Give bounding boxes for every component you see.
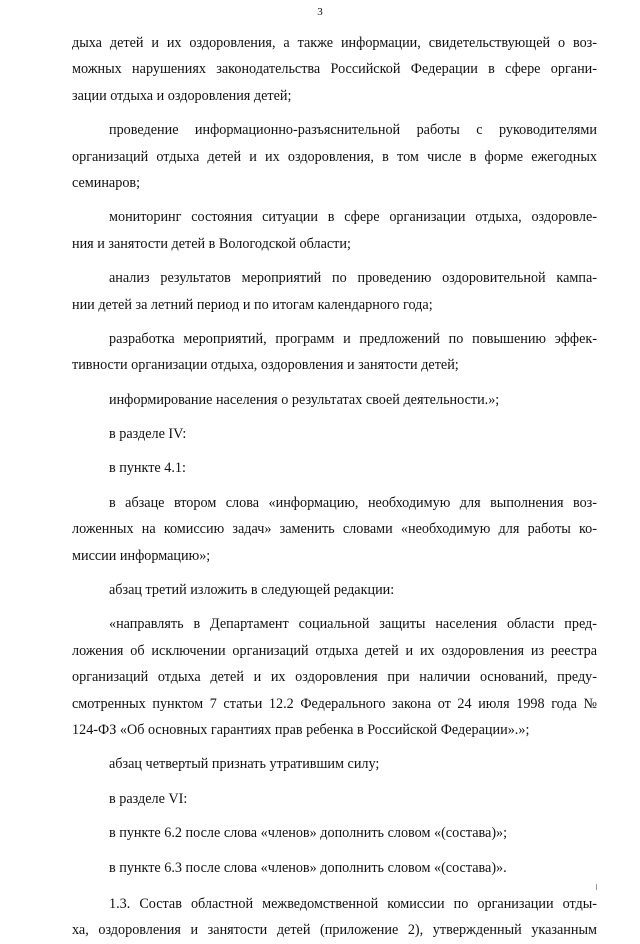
text-line: организаций отдыха детей и их оздоровления при наличии оснований, преду- — [72, 669, 597, 686]
text-line: в пункте 6.2 после слова «членов» дополнить словом «(состава)»; — [109, 825, 508, 842]
text-line: можных нарушениях законодательства Российской Федерации в сфере органи- — [72, 61, 597, 78]
text-line: зации отдыха и оздоровления детей; — [72, 87, 292, 104]
text-line: семинаров; — [72, 174, 141, 191]
text-line: в абзаце втором слова «информацию, необходимую для выполнения воз- — [109, 494, 597, 511]
text-line: 124-ФЗ «Об основных гарантиях прав ребенка в Российской Федерации».»; — [72, 721, 530, 738]
text-line: нии детей за летний период и по итогам календарного года; — [72, 296, 433, 313]
document-body — [72, 30, 597, 944]
text-line: «направлять в Департамент социальной защиты населения области пред- — [109, 616, 597, 633]
text-line: тивности организации отдыха, оздоровления и занятости детей; — [72, 357, 459, 374]
text-line: ложения об исключении организаций отдыха детей и их оздоровления из реестра — [72, 642, 597, 659]
scan-mark — [596, 884, 597, 890]
text-line: смотренных пунктом 7 статьи 12.2 Федерального закона от 24 июля 1998 года № — [72, 695, 597, 712]
text-line: в разделе VI: — [109, 790, 188, 807]
text-line: организаций отдыха детей и их оздоровления, в том числе в форме ежегодных — [72, 148, 597, 165]
text-line: в пункте 6.3 после слова «членов» дополнить словом «(состава)». — [109, 859, 507, 876]
text-line: миссии информацию»; — [72, 547, 211, 564]
text-line: абзац четвертый признать утратившим силу; — [109, 756, 380, 773]
text-line: разработка мероприятий, программ и предложений по повышению эффек- — [109, 330, 597, 347]
text-line: дыха детей и их оздоровления, а также информации, свидетельствующей о воз- — [72, 35, 597, 51]
text-line: ха, оздоровления и занятости детей (приложение 2), утвержденный указанным — [72, 922, 597, 939]
text-line: мониторинг состояния ситуации в сфере организации отдыха, оздоровле- — [109, 209, 597, 226]
text-line: в пункте 4.1: — [109, 460, 186, 477]
text-line: ложенных на комиссию задач» заменить словами «необходимую для работы ко- — [72, 521, 597, 538]
text-line: информирование населения о результатах своей деятельности.»; — [109, 391, 500, 408]
text-line: проведение информационно-разъяснительной работы с руководителями — [109, 122, 597, 139]
text-line: абзац третий изложить в следующей редакции: — [109, 582, 395, 599]
text-line: анализ результатов мероприятий по проведению оздоровительной кампа- — [109, 270, 597, 287]
text-line: ния и занятости детей в Вологодской области; — [72, 235, 351, 252]
text-line: 1.3. Состав областной межведомственной комиссии по организации отды- — [109, 895, 597, 912]
page-number: 3 — [317, 6, 323, 18]
text-line: в разделе IV: — [109, 426, 187, 443]
